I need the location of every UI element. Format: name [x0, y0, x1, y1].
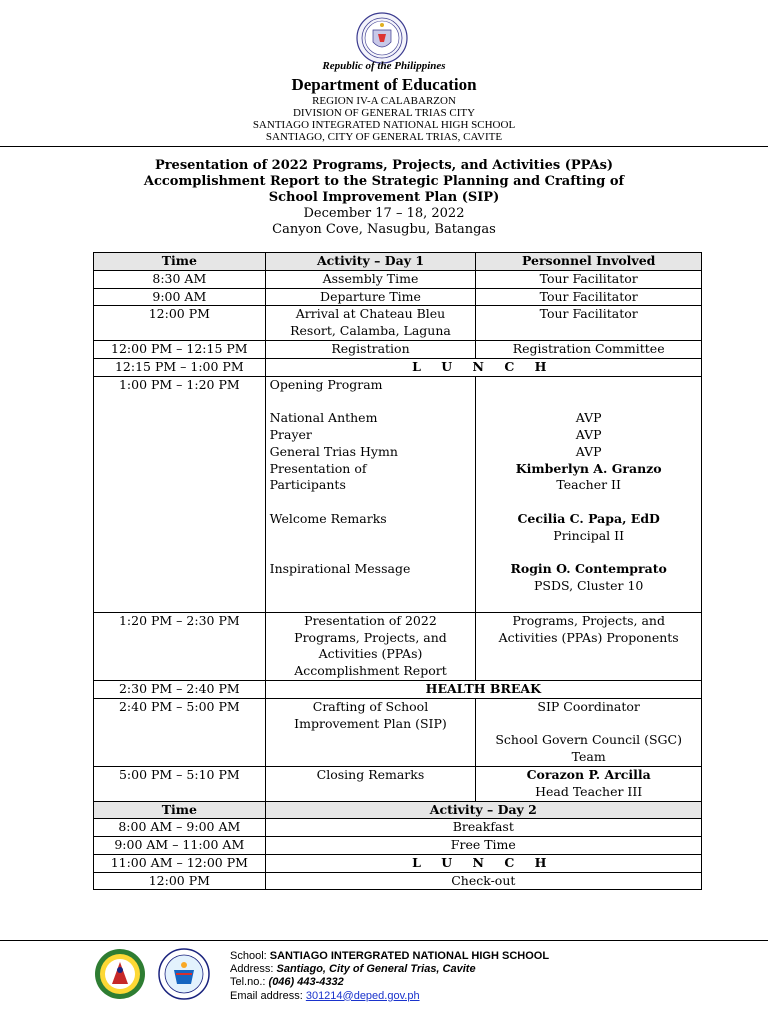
- footer-tel-row: [230, 976, 549, 989]
- activity-cell: Breakfast: [265, 819, 701, 837]
- personnel-line: Activities (PPAs) Proponents: [498, 629, 679, 645]
- activity-cell: Registration: [265, 340, 476, 358]
- activity-line: Resort, Calamba, Laguna: [290, 323, 451, 339]
- activity-line: Programs, Projects, and: [294, 629, 447, 645]
- time-cell: 12:15 PM – 1:00 PM: [94, 358, 266, 376]
- table-row: [94, 612, 702, 680]
- activity-cell: [265, 376, 476, 612]
- welcome-personnel: Cecilia C. Papa, EdD: [517, 510, 660, 526]
- email-label: Email address:: [230, 989, 303, 1002]
- day2-header-row: [94, 801, 702, 819]
- presentation-personnel: Kimberlyn A. Granzo: [515, 460, 662, 476]
- personnel-cell: [476, 698, 702, 766]
- welcome-role: Principal II: [553, 527, 625, 543]
- time-cell: 12:00 PM: [94, 306, 266, 341]
- event-date: December 17 – 18, 2022: [303, 206, 465, 221]
- time-header: Time: [94, 253, 266, 271]
- table-row: [94, 872, 702, 890]
- prayer-label: Prayer: [269, 426, 312, 442]
- deped-seal-icon: [356, 12, 408, 64]
- activity-cell: [265, 612, 476, 680]
- personnel-cell: Tour Facilitator: [476, 288, 702, 306]
- lunch-cell: L U N C H: [265, 358, 701, 376]
- title-line-2: Accomplishment Report to the Strategic Planning and Crafting of: [143, 174, 625, 189]
- header-divider: [0, 146, 768, 147]
- hymn-personnel: AVP: [575, 443, 602, 459]
- footer-school-row: [230, 950, 549, 963]
- time-cell: 12:00 PM – 12:15 PM: [94, 340, 266, 358]
- personnel-line: SIP Coordinator: [537, 698, 640, 714]
- time-cell: 1:00 PM – 1:20 PM: [94, 376, 266, 612]
- personnel-header: Personnel Involved: [476, 253, 702, 271]
- footer-address: Santiago, City of General Trias, Cavite: [276, 963, 476, 976]
- footer-address-row: [230, 963, 549, 976]
- school-label: School:: [230, 950, 267, 962]
- time-cell: 9:00 AM – 11:00 AM: [94, 837, 266, 855]
- region-line: REGION IV-A CALABARZON: [312, 95, 456, 107]
- table-row: [94, 854, 702, 872]
- welcome-label: Welcome Remarks: [269, 510, 387, 526]
- time-cell: 2:40 PM – 5:00 PM: [94, 698, 266, 766]
- activity-cell: [265, 698, 476, 766]
- personnel-line: School Govern Council (SGC): [495, 732, 682, 748]
- personnel-line: Programs, Projects, and: [512, 612, 665, 628]
- anthem-personnel: AVP: [575, 410, 602, 426]
- activity-cell: Departure Time: [265, 288, 476, 306]
- closing-role: Head Teacher III: [535, 783, 643, 799]
- footer-contact: [230, 950, 549, 1003]
- time-cell: 2:30 PM – 2:40 PM: [94, 680, 266, 698]
- presentation-role: Teacher II: [556, 477, 621, 493]
- activity-line: Activities (PPAs): [318, 646, 423, 662]
- personnel-cell: Tour Facilitator: [476, 306, 702, 341]
- address-label: Address:: [230, 963, 274, 976]
- division-line: DIVISION OF GENERAL TRIAS CITY: [292, 107, 476, 119]
- personnel-line: Team: [571, 749, 606, 765]
- presentation-label: Presentation of: [269, 460, 367, 476]
- hymn-label: General Trias Hymn: [269, 443, 398, 459]
- schedule-table: [93, 252, 702, 890]
- activity-line: Crafting of School: [312, 698, 429, 714]
- inspirational-role: PSDS, Cluster 10: [533, 578, 644, 594]
- title-line-3: School Improvement Plan (SIP): [268, 190, 500, 205]
- inspirational-label: Inspirational Message: [269, 561, 411, 577]
- personnel-cell: [476, 766, 702, 801]
- table-row: [94, 698, 702, 766]
- time-header: Time: [94, 801, 266, 819]
- anthem-label: National Anthem: [269, 410, 378, 426]
- personnel-cell: Tour Facilitator: [476, 270, 702, 288]
- footer-tel: (046) 443-4332: [268, 976, 344, 989]
- activity-header: Activity – Day 1: [265, 253, 476, 271]
- day1-header-row: [94, 253, 702, 271]
- division-logo-icon: [158, 948, 210, 1000]
- closing-personnel: Corazon P. Arcilla: [526, 766, 651, 782]
- activity-line: Improvement Plan (SIP): [294, 715, 447, 731]
- inspirational-personnel: Rogin O. Contemprato: [510, 561, 667, 577]
- opening-program-label: Opening Program: [269, 376, 383, 392]
- time-cell: 5:00 PM – 5:10 PM: [94, 766, 266, 801]
- activity-cell: Closing Remarks: [265, 766, 476, 801]
- activity-header: Activity – Day 2: [265, 801, 701, 819]
- footer-school-name: SANTIAGO INTERGRATED NATIONAL HIGH SCHOOL: [269, 950, 550, 962]
- prayer-personnel: AVP: [575, 426, 602, 442]
- footer-divider: [0, 940, 768, 941]
- table-row: [94, 306, 702, 341]
- event-venue: Canyon Cove, Nasugbu, Batangas: [272, 222, 496, 237]
- table-row: [94, 837, 702, 855]
- footer-email-row: [230, 990, 549, 1003]
- time-cell: 1:20 PM – 2:30 PM: [94, 612, 266, 680]
- address-line: SANTIAGO, CITY OF GENERAL TRIAS, CAVITE: [265, 131, 503, 143]
- table-row: [94, 680, 702, 698]
- activity-line: Arrival at Chateau Bleu: [295, 306, 446, 322]
- activity-line: Accomplishment Report: [294, 663, 447, 679]
- activity-cell: [265, 306, 476, 341]
- activity-cell: Free Time: [265, 837, 701, 855]
- department-name: Department of Education: [291, 75, 477, 94]
- table-row: [94, 340, 702, 358]
- time-cell: 11:00 AM – 12:00 PM: [94, 854, 266, 872]
- table-row: [94, 358, 702, 376]
- activity-cell: Assembly Time: [265, 270, 476, 288]
- table-row: [94, 766, 702, 801]
- activity-cell: Check-out: [265, 872, 701, 890]
- personnel-cell: [476, 612, 702, 680]
- time-cell: 8:30 AM: [94, 270, 266, 288]
- table-row: [94, 376, 702, 612]
- time-cell: 9:00 AM: [94, 288, 266, 306]
- health-break-cell: HEALTH BREAK: [265, 680, 701, 698]
- title-line-1: Presentation of 2022 Programs, Projects, and Activities (PPAs): [154, 158, 614, 173]
- presentation-label: Participants: [269, 477, 346, 493]
- time-cell: 12:00 PM: [94, 872, 266, 890]
- table-row: [94, 288, 702, 306]
- activity-line: Presentation of 2022: [304, 612, 437, 628]
- republic-line: Republic of the Philippines: [322, 60, 446, 72]
- email-link[interactable]: 301214@deped.gov.ph: [305, 989, 420, 1002]
- personnel-cell: Registration Committee: [476, 340, 702, 358]
- table-row: [94, 819, 702, 837]
- school-line: SANTIAGO INTEGRATED NATIONAL HIGH SCHOOL: [252, 119, 516, 131]
- table-row: [94, 270, 702, 288]
- school-logo-icon: [94, 948, 146, 1000]
- time-cell: 8:00 AM – 9:00 AM: [94, 819, 266, 837]
- personnel-cell: [476, 376, 702, 612]
- lunch-cell: L U N C H: [265, 854, 701, 872]
- tel-label: Tel.no.:: [230, 976, 266, 989]
